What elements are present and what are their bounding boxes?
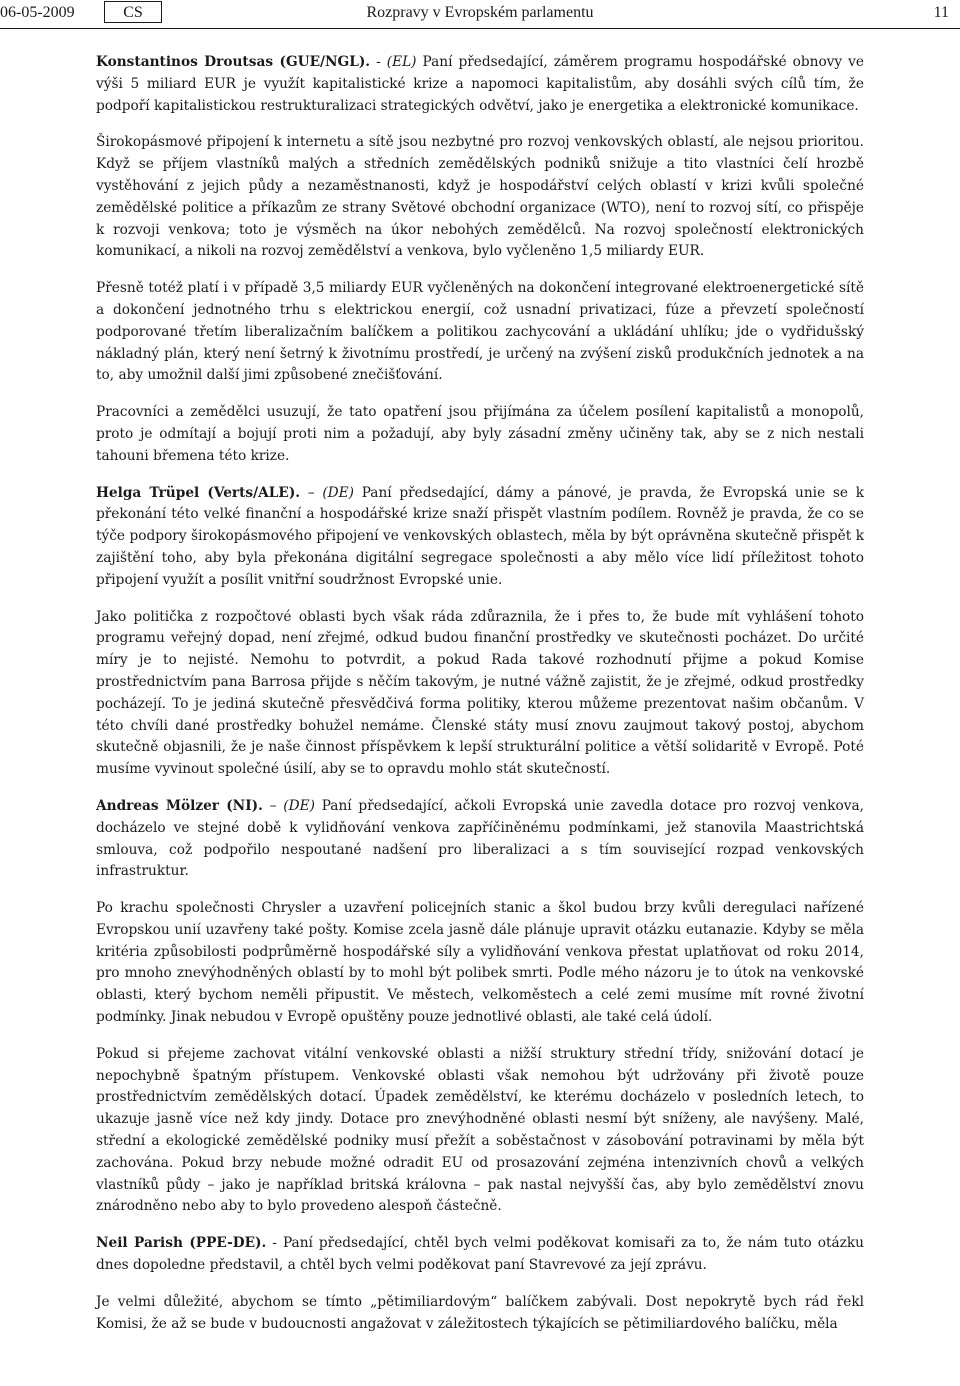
language-tag: (DE) <box>322 484 354 501</box>
separator: - <box>370 54 387 70</box>
paragraph-text: Jako politička z rozpočtové oblasti bych však ráda zdůraznila, že i přes to, že bude mít vyhlášení tohoto programu veřejný dopad, není zřejmé, odkud budou finanční prostředky ve skutečnosti pocházet. Do určité míry je to nejisté. Nemohu to potvrdit, a pokud Rada takové rozhodnutí přijme a pokud Komise prostřednictvím pana Barrosa přijde s něčím takovým, je nutné vážně zajistit, že je zřejmé, odkud prostředky pocházejí. To je jediná skutečně přesvědčivá forma politiky, kterou můžeme prezentovat našim občanům. V této chvíli dané prostředky bohužel nemáme. Členské státy musí znovu zaujmout takový postoj, abychom skutečně objasnili, že je naše činnost příspěvkem k lepší strukturální politice a větší solidaritě v Evropě. Poté musíme vyvinout společné úsilí, aby se to opravdu mohlo stát skutečností. <box>96 608 864 778</box>
paragraph-7 <box>96 796 864 883</box>
paragraph-text: Paní předsedající, chtěl bych velmi poděkovat komisaři za to, že nám tuto otázku dnes dopoledne představil, a chtěl bych velmi poděkovat paní Stavrevové za její zprávu. <box>96 1235 864 1274</box>
paragraph-text: Paní předsedající, ačkoli Evropská unie zavedla dotace pro rozvoj venkova, docházelo ve stejné době k vylidňování venkova zapříčiněnému podmínkami, jež stanovila Maastrichtská smlouva, což podpořilo nespoutané nadšení pro liberalizaci a s tím související rozpad venkovských infrastruktur. <box>96 797 865 880</box>
page-header <box>0 0 960 29</box>
paragraph-9 <box>96 1044 864 1218</box>
paragraph-text: Přesně totéž platí i v případě 3,5 miliardy EUR vyčleněných na dokončení integrované elektroenergetické sítě a dokončení jednotného trhu s elektrickou energií, což usnadní privatizaci, fúze a převzetí společností podporované třetím liberalizačním balíčkem a politikou zachycování a ukládání uhlíku; jde o vydřidušský nákladný plán, který není šetrný k životnímu prostředí, je určený na zvýšení zisků produkčních jednotek a na to, aby umožnil další jimi způsobené znečišťování. <box>96 280 864 384</box>
paragraph-8 <box>96 898 864 1029</box>
header-title: Rozpravy v Evropském parlamentu <box>366 4 594 21</box>
paragraph-text: Paní předsedající, záměrem programu hospodářské obnovy ve výši 5 miliard EUR je využít kapitalistické krize a napomoci kapitalistům, aby dosáhli svých cílů tím, že podpoří kapitalistickou restrukturalizaci strategických odvětví, jako je energetika a elektronické komunikace. <box>96 54 864 114</box>
paragraph-1 <box>96 52 864 117</box>
document-body <box>96 52 864 1350</box>
speaker-name: Neil Parish (PPE-DE). <box>96 1235 267 1252</box>
paragraph-text: Paní předsedající, dámy a pánové, je pravda, že Evropská unie se k překonání této velké finanční a hospodářské krize snaží přispět vlastním podílem. Rovněž je pravda, že co se týče podpory širokopásmového připojení ve venkovských oblastech, měla by být oprávněna skutečně přispět k zajištění toho, aby byla překonána digitální segregace společnosti a aby mělo více lidí příležitost tohoto připojení využít a posílit vnitřní soudržnost Evropské unie. <box>96 484 864 588</box>
paragraph-text: Je velmi důležité, abychom se tímto „pětimiliardovým“ balíčkem zabývali. Dost nepokrytě bych rád řekl Komisi, že až se bude v budoucnosti angažovat v záležitostech týkajících se pětimiliardového balíčku, měla <box>96 1293 864 1332</box>
paragraph-4 <box>96 402 864 467</box>
paragraph-text: Po krachu společnosti Chrysler a uzavření policejních stanic a škol budou brzy kvůli deregulaci nařízené Evropskou unií uzavřeny také pošty. Komise zcela jasně dále plánuje upravit otázku eutanazie. Kdyby se měla kritéria způsobilosti podprůměrně hospodářské síly a vylidňování venkova přestat uplatňovat od roku 2014, pro mnoho znevýhodněných oblastí by to mohl být polibek smrti. Podle mého názoru je to útok na venkovské oblasti, který bychom neměli připustit. Ve městech, velkoměstech a celé zemi musíme mít rovné životní podmínky. Jinak nebudou v Evropě opuštěny pouze jednotlivé oblasti, ale také celá údolí. <box>96 900 864 1026</box>
paragraph-10 <box>96 1233 864 1277</box>
speaker-name: Konstantinos Droutsas (GUE/NGL). <box>96 54 371 70</box>
separator: – <box>300 484 323 501</box>
paragraph-text: Pracovníci a zemědělci usuzují, že tato opatření jsou přijímána za účelem posílení kapitalistů a monopolů, proto je odmítají a bojují proti nim a požadují, aby byly zásadní změny učiněny tak, aby se z nich nestali tahouni břemena této krize. <box>96 404 864 464</box>
header-date: 06-05-2009 <box>0 4 75 21</box>
language-tag: (EL) <box>386 54 417 70</box>
speaker-name: Andreas Mölzer (NI). <box>96 797 263 814</box>
language-badge: CS <box>104 1 162 23</box>
language-tag: (DE) <box>283 797 315 814</box>
separator: – <box>262 797 284 814</box>
paragraph-2 <box>96 132 864 263</box>
paragraph-text: Širokopásmové připojení k internetu a sítě jsou nezbytné pro rozvoj venkovských oblastí, ale nejsou prioritou. Když se příjem vlastníků malých a středních zemědělských podniků snižuje a tito vlastníci čelí hrozbě vystěhování z jejich půdy a nezaměstnanosti, když je hospodářství celých oblastí v krizi kvůli společné zemědělské politice a příkazům ze strany Světové obchodní organizace (WTO), není to rozvoj sítí, co přispěje k rozvoji venkova; toto je výsměch na úkor nebohých zemědělců. Na rozvoj společností elektronických komunikací, a nikoli na rozvoj zemědělství a venkova, bylo vyčleněno 1,5 miliardy EUR. <box>96 134 864 260</box>
paragraph-3 <box>96 278 864 387</box>
speaker-name: Helga Trüpel (Verts/ALE). <box>96 484 301 501</box>
paragraph-6 <box>96 607 864 781</box>
paragraph-5 <box>96 483 864 592</box>
paragraph-11 <box>96 1292 864 1336</box>
page-number: 11 <box>933 4 949 21</box>
separator: - <box>266 1235 283 1252</box>
paragraph-text: Pokud si přejeme zachovat vitální venkovské oblasti a nižší struktury střední třídy, snižování dotací je nepochybně špatným přístupem. Venkovské oblasti však nemohou být udržovány při životě pouze prostřednictvím zemědělských dotací. Úpadek zemědělství, ke kterému docházelo v posledních letech, to ukazuje jasně více než kdy jindy. Dotace pro znevýhodněné oblasti nesmí být sníženy, ale navýšeny. Malé, střední a ekologické zemědělské podniky musí přežít a soběstačnost v zásobování potravinami by měla být zachována. Pokud brzy nebude možné odradit EU od prosazování zejména intenzivních chovů a velkých vlastníků půdy – jako je například britská královna – pak nastal nejvyšší čas, aby bylo zemědělství znovu znárodněno nebo aby to bylo provedeno alespoň částečně. <box>96 1045 864 1215</box>
